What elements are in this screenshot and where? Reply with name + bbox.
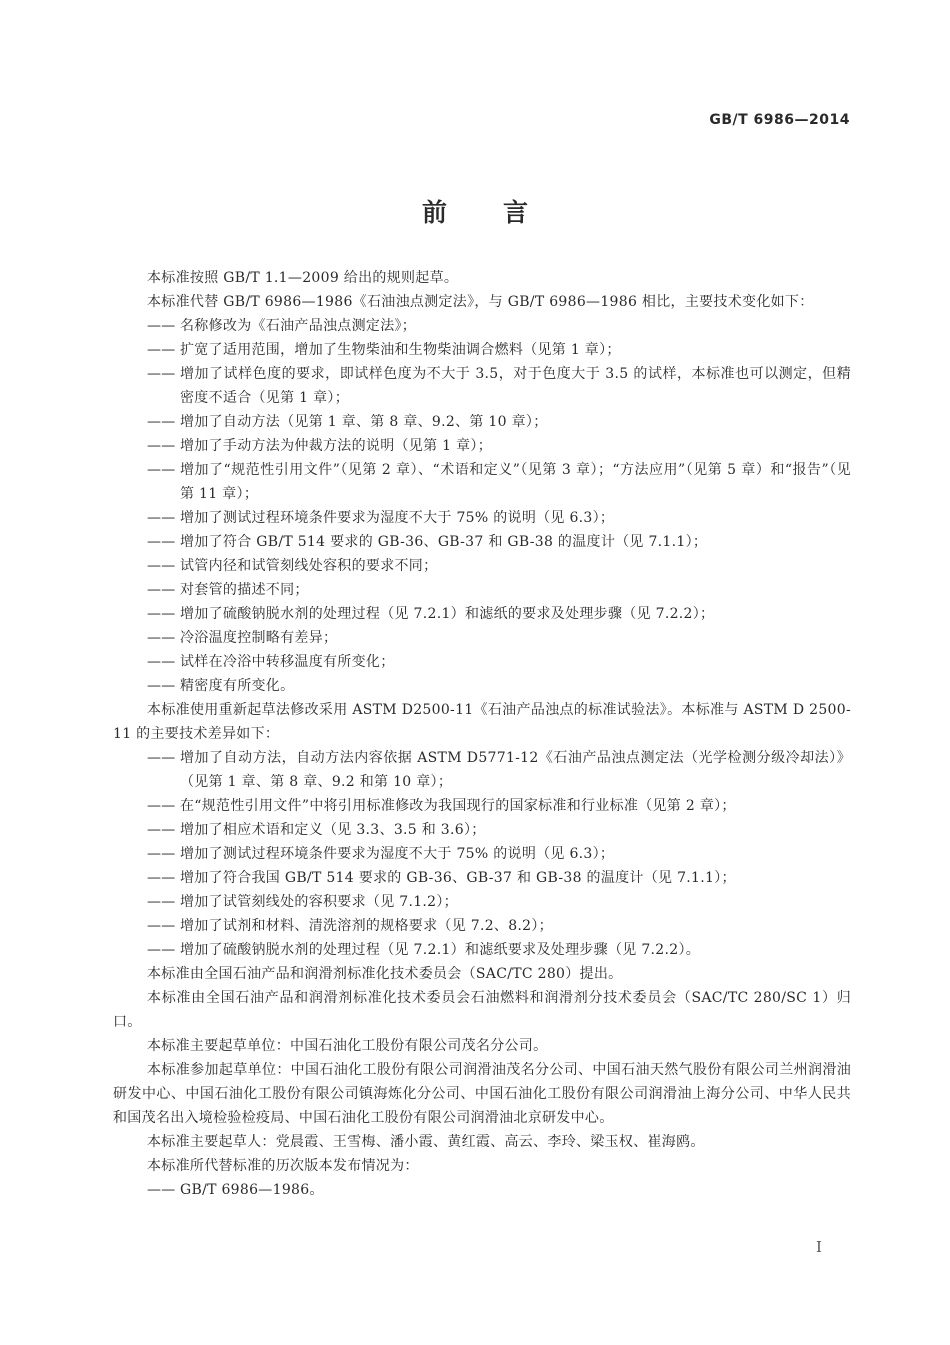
dash-marker: —— bbox=[147, 798, 176, 814]
list-item-text: 增加了测试过程环境条件要求为湿度不大于 75% 的说明（见 6.3）； bbox=[180, 510, 615, 526]
list-item bbox=[113, 410, 851, 434]
list-item bbox=[113, 458, 851, 506]
paragraph: 本标准由全国石油产品和润滑剂标准化技术委员会石油燃料和润滑剂分技术委员会（SAC/TC 280/SC 1）归口。 bbox=[113, 990, 851, 1030]
dash-marker: —— bbox=[147, 750, 176, 766]
list-item-text: 增加了自动方法（见第 1 章、第 8 章、9.2、第 10 章）； bbox=[180, 414, 548, 430]
dash-marker: —— bbox=[147, 606, 176, 622]
list-item bbox=[113, 866, 851, 890]
paragraph: 本标准参加起草单位：中国石油化工股份有限公司润滑油茂名分公司、中国石油天然气股份有限公司兰州润滑油研发中心、中国石油化工股份有限公司镇海炼化分公司、中国石油化工股份有限公司润滑油上海分公司、中华人民共和国茂名出入境检验检疫局、中国石油化工股份有限公司润滑油北京研发中心。 bbox=[113, 1062, 851, 1126]
list-item-text: 增加了试剂和材料、清洗溶剂的规格要求（见 7.2、8.2）； bbox=[180, 918, 553, 934]
list-item bbox=[113, 938, 851, 962]
dash-marker: —— bbox=[147, 630, 176, 646]
page-number: I bbox=[816, 1238, 822, 1256]
list-item-text: GB/T 6986—1986。 bbox=[180, 1182, 324, 1198]
astm-intro-paragraph: 本标准使用重新起草法修改采用 ASTM D2500-11《石油产品浊点的标准试验法》。本标准与 ASTM D 2500-11 的主要技术差异如下： bbox=[113, 702, 851, 742]
dash-marker: —— bbox=[147, 894, 176, 910]
dash-marker: —— bbox=[147, 870, 176, 886]
dash-marker: —— bbox=[147, 318, 176, 334]
list-item-text: 对套管的描述不同； bbox=[180, 582, 309, 598]
list-item bbox=[113, 818, 851, 842]
list-item bbox=[113, 338, 851, 362]
dash-marker: —— bbox=[147, 438, 176, 454]
list-item-text: 增加了硫酸钠脱水剂的处理过程（见 7.2.1）和滤纸的要求及处理步骤（见 7.2.2）； bbox=[180, 606, 715, 622]
dash-marker: —— bbox=[147, 366, 176, 382]
list-item-text: 增加了相应术语和定义（见 3.3、3.5 和 3.6）； bbox=[180, 822, 486, 838]
list-item-text: 名称修改为《石油产品浊点测定法》； bbox=[180, 318, 417, 334]
list-item bbox=[113, 890, 851, 914]
list-item-text: 扩宽了适用范围，增加了生物柴油和生物柴油调合燃料（见第 1 章）； bbox=[180, 342, 621, 358]
list-item-text: 在“规范性引用文件”中将引用标准修改为我国现行的国家标准和行业标准（见第 2 章）； bbox=[180, 798, 736, 814]
list-item bbox=[113, 602, 851, 626]
standard-number: GB/T 6986—2014 bbox=[709, 112, 850, 128]
paragraph: 本标准主要起草单位：中国石油化工股份有限公司茂名分公司。 bbox=[147, 1038, 548, 1054]
list-item bbox=[113, 794, 851, 818]
list-item bbox=[113, 650, 851, 674]
list-item-text: 增加了“规范性引用文件”（见第 2 章）、“术语和定义”（见第 3 章）；“方法应用”（见第 5 章）和“报告”（见第 11 章）； bbox=[180, 462, 851, 502]
dash-marker: —— bbox=[147, 678, 176, 694]
list-item bbox=[113, 914, 851, 938]
list-item bbox=[113, 554, 851, 578]
dash-marker: —— bbox=[147, 822, 176, 838]
dash-marker: —— bbox=[147, 654, 176, 670]
paragraph: 本标准代替 GB/T 6986—1986《石油浊点测定法》，与 GB/T 6986—1986 相比，主要技术变化如下： bbox=[147, 294, 814, 310]
list-item bbox=[113, 506, 851, 530]
list-item bbox=[113, 530, 851, 554]
list-item-text: 增加了符合我国 GB/T 514 要求的 GB-36、GB-37 和 GB-38 的温度计（见 7.1.1）； bbox=[180, 870, 736, 886]
list-item bbox=[113, 578, 851, 602]
dash-marker: —— bbox=[147, 462, 176, 478]
list-item-text: 增加了手动方法为仲裁方法的说明（见第 1 章）； bbox=[180, 438, 493, 454]
list-item-text: 增加了测试过程环境条件要求为湿度不大于 75% 的说明（见 6.3）； bbox=[180, 846, 615, 862]
list-item bbox=[113, 746, 851, 794]
dash-marker: —— bbox=[147, 1182, 176, 1198]
dash-marker: —— bbox=[147, 510, 176, 526]
dash-marker: —— bbox=[147, 846, 176, 862]
paragraph: 本标准主要起草人：党晨霞、王雪梅、潘小霞、黄红霞、高云、李玲、梁玉权、崔海鸥。 bbox=[147, 1134, 705, 1150]
dash-marker: —— bbox=[147, 534, 176, 550]
list-item bbox=[113, 314, 851, 338]
list-item bbox=[113, 434, 851, 458]
list-item bbox=[113, 626, 851, 650]
list-item-text: 增加了硫酸钠脱水剂的处理过程（见 7.2.1）和滤纸要求及处理步骤（见 7.2.2）。 bbox=[180, 942, 701, 958]
list-item bbox=[113, 362, 851, 410]
paragraph: 本标准按照 GB/T 1.1—2009 给出的规则起草。 bbox=[147, 270, 459, 286]
list-item-text: 试样在冷浴中转移温度有所变化； bbox=[180, 654, 395, 670]
list-item bbox=[113, 1178, 851, 1202]
dash-marker: —— bbox=[147, 558, 176, 574]
list-item-text: 增加了符合 GB/T 514 要求的 GB-36、GB-37 和 GB-38 的温度计（见 7.1.1）； bbox=[180, 534, 708, 550]
page-title: 前言 bbox=[421, 198, 584, 227]
list-item-text: 试管内径和试管刻线处容积的要求不同； bbox=[180, 558, 438, 574]
list-item-text: 增加了试管刻线处的容积要求（见 7.1.2）； bbox=[180, 894, 458, 910]
list-item-text: 增加了试样色度的要求，即试样色度为不大于 3.5，对于色度大于 3.5 的试样，本标准也可以测定，但精密度不适合（见第 1 章）； bbox=[180, 366, 851, 406]
list-item bbox=[113, 674, 851, 698]
paragraph: 本标准所代替标准的历次版本发布情况为： bbox=[147, 1158, 419, 1174]
list-item-text: 精密度有所变化。 bbox=[180, 678, 295, 694]
dash-marker: —— bbox=[147, 582, 176, 598]
changes-vs-1986-list bbox=[113, 314, 851, 698]
list-item-text: 冷浴温度控制略有差异； bbox=[180, 630, 338, 646]
paragraph: 本标准由全国石油产品和润滑剂标准化技术委员会（SAC/TC 280）提出。 bbox=[147, 966, 623, 982]
dash-marker: —— bbox=[147, 414, 176, 430]
dash-marker: —— bbox=[147, 918, 176, 934]
changes-vs-astm-list bbox=[113, 746, 851, 962]
dash-marker: —— bbox=[147, 942, 176, 958]
list-item bbox=[113, 842, 851, 866]
list-item-text: 增加了自动方法，自动方法内容依据 ASTM D5771-12《石油产品浊点测定法（光学检测分级冷却法）》（见第 1 章、第 8 章、9.2 和第 10 章）； bbox=[180, 750, 851, 790]
foreword-body bbox=[113, 266, 851, 1202]
history-list bbox=[113, 1178, 851, 1202]
dash-marker: —— bbox=[147, 342, 176, 358]
